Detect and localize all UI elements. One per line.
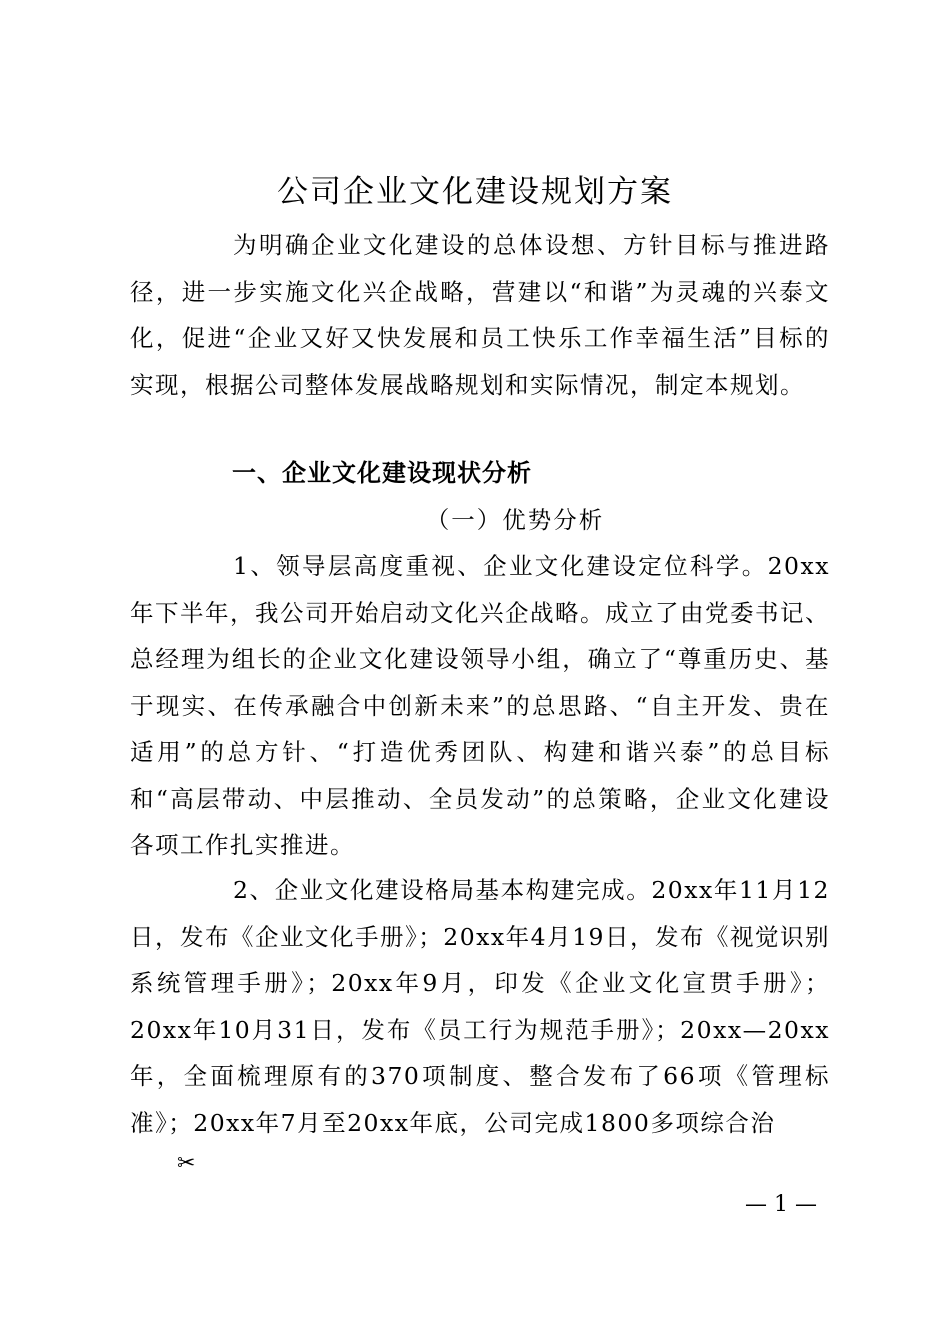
intro-paragraph: 为明确企业文化建设的总体设想、方针目标与推进路径，进一步实施文化兴企战略，营建以“和谐”为灵魂的兴泰文化，促进“企业又好又快发展和员工快乐工作幸福生活”目标的实现，根据公司整体发展战略规划和实际情况，制定本规划。 [130, 231, 830, 399]
point-2-paragraph: 2、企业文化建设格局基本构建完成。20xx年11月12日，发布《企业文化手册》；20xx年4月19日，发布《视觉识别系统管理手册》；20xx年9月，印发《企业文化宣贯手册》；20xx年10月31日，发布《员工行为规范手册》；20xx—20xx年，全面梳理原有的370项制度、整合发布了66项《管理标准》；20xx年7月至20xx年底，公司完成1800多项综合治 [130, 876, 831, 1137]
section-heading: 一、企业文化建设现状分析 [232, 458, 532, 487]
subsection-heading: （一）优势分析 [425, 506, 605, 534]
scissors-icon: ✂ [177, 1151, 196, 1176]
document-title: 公司企业文化建设规划方案 [277, 174, 673, 210]
point-1-paragraph: 1、领导层高度重视、企业文化建设定位科学。20xx年下半年，我公司开始启动文化兴企战略。成立了由党委书记、总经理为组长的企业文化建设领导小组，确立了“尊重历史、基于现实、在传承融合中创新未来”的总思路、“自主开发、贵在适用”的总方针、“打造优秀团队、构建和谐兴泰”的总目标和“高层带动、中层推动、全员发动”的总策略，企业文化建设各项工作扎实推进。 [130, 552, 830, 859]
page-number: — 1 — [745, 1192, 817, 1217]
